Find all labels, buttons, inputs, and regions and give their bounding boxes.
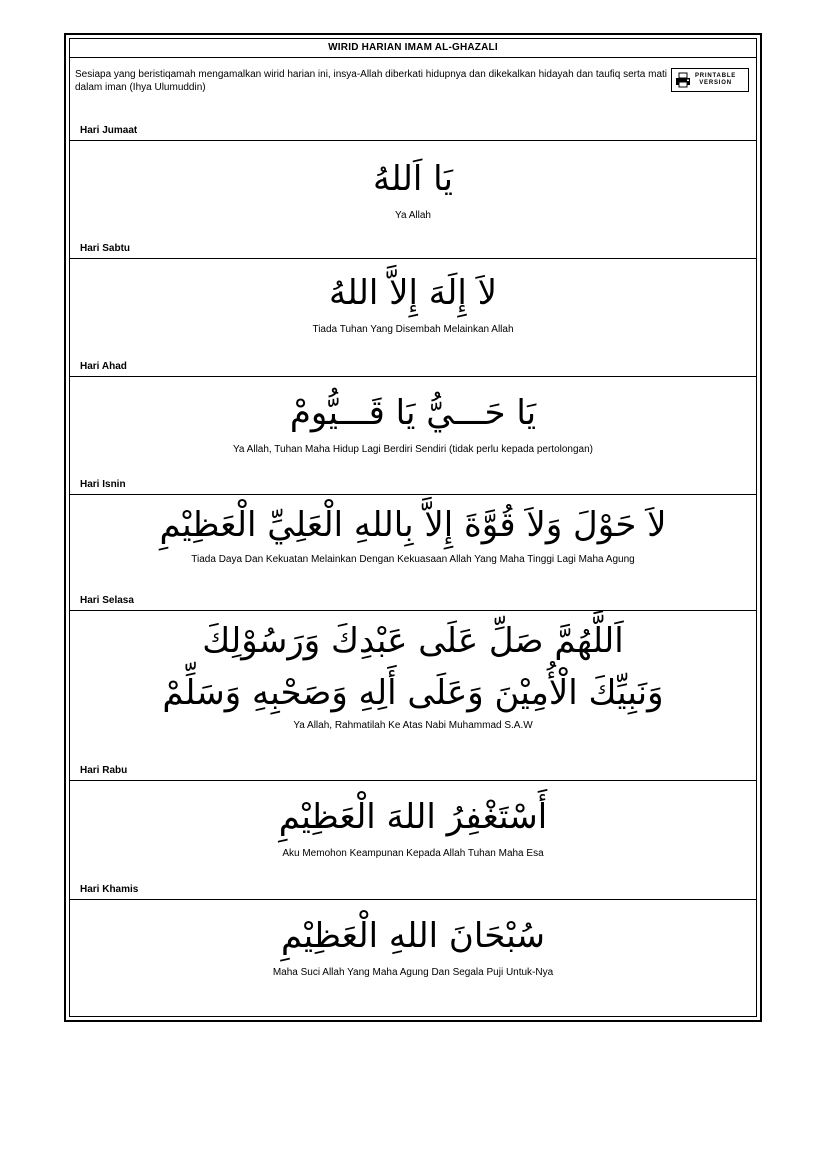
section-hari-ahad — [70, 354, 756, 472]
day-label: Hari Khamis — [70, 877, 756, 900]
day-label: Hari Rabu — [70, 758, 756, 781]
translation-text: Ya Allah, Tuhan Maha Hidup Lagi Berdiri Sendiri (tidak perlu kepada pertolongan) — [232, 444, 594, 455]
day-label: Hari Sabtu — [70, 236, 756, 259]
section-content — [70, 141, 756, 236]
section-content — [70, 495, 756, 588]
section-hari-rabu — [70, 758, 756, 877]
arabic-text: يَا حَـــيُّ يَا قَـــيُّومْ — [289, 393, 537, 433]
page-title: WIRID HARIAN IMAM AL-GHAZALI — [70, 39, 756, 58]
arabic-text: لاَ حَوْلَ وَلاَ قُوَّةَ إِلاَّ بِاللهِ الْعَلِيِّ الْعَظِيْمِ — [159, 505, 667, 545]
section-content — [70, 611, 756, 758]
arabic-text: لاَ إِلَهَ إِلاَّ اللهُ — [329, 273, 497, 313]
section-content — [70, 781, 756, 877]
translation-text: Tiada Tuhan Yang Disembah Melainkan Allah — [312, 324, 514, 335]
intro-row — [70, 58, 756, 118]
translation-text: Ya Allah, Rahmatilah Ke Atas Nabi Muhammad S.A.W — [293, 720, 533, 731]
section-content — [70, 900, 756, 990]
arabic-text-line-1: اَللَّهُمَّ صَلِّ عَلَى عَبْدِكَ وَرَسُوْلِكَ — [202, 621, 624, 661]
arabic-text: يَا اَللهُ — [373, 159, 453, 199]
section-hari-jumaat — [70, 118, 756, 236]
translation-text: Aku Memohon Keampunan Kepada Allah Tuhan Maha Esa — [282, 848, 544, 859]
intro-text: Sesiapa yang beristiqamah mengamalkan wirid harian ini, insya-Allah diberkati hidupnya dan dikekalkan hidayah dan taufiq serta mati dalam iman (Ihya Ulumuddin) — [75, 69, 668, 93]
arabic-text: أَسْتَغْفِرُ اللهَ الْعَظِيْمِ — [278, 797, 548, 837]
section-hari-selasa — [70, 588, 756, 758]
section-hari-khamis — [70, 877, 756, 990]
day-label: Hari Ahad — [70, 354, 756, 377]
printable-label-line2: VERSION — [699, 80, 732, 86]
arabic-text: سُبْحَانَ اللهِ الْعَظِيْمِ — [281, 916, 545, 956]
content-box — [69, 38, 757, 1017]
printable-label-line1: PRINTABLE — [695, 73, 737, 79]
section-content — [70, 377, 756, 472]
arabic-text-line-2: وَنَبِيِّكَ الْأُمِيْنَ وَعَلَى أَلِهِ وَصَحْبِهِ وَسَلِّمْ — [162, 673, 664, 713]
translation-text: Maha Suci Allah Yang Maha Agung Dan Segala Puji Untuk-Nya — [272, 967, 554, 978]
printable-version-button[interactable] — [671, 68, 749, 92]
section-hari-sabtu — [70, 236, 756, 354]
printer-icon — [675, 72, 691, 88]
printable-version-label — [695, 73, 736, 87]
day-label: Hari Jumaat — [70, 118, 756, 141]
page-frame — [64, 33, 762, 1022]
day-label: Hari Isnin — [70, 472, 756, 495]
translation-text: Tiada Daya Dan Kekuatan Melainkan Dengan Kekuasaan Allah Yang Maha Tinggi Lagi Maha Agung — [191, 554, 635, 565]
section-hari-isnin — [70, 472, 756, 588]
day-label: Hari Selasa — [70, 588, 756, 611]
section-content — [70, 259, 756, 354]
translation-text: Ya Allah — [395, 210, 431, 221]
